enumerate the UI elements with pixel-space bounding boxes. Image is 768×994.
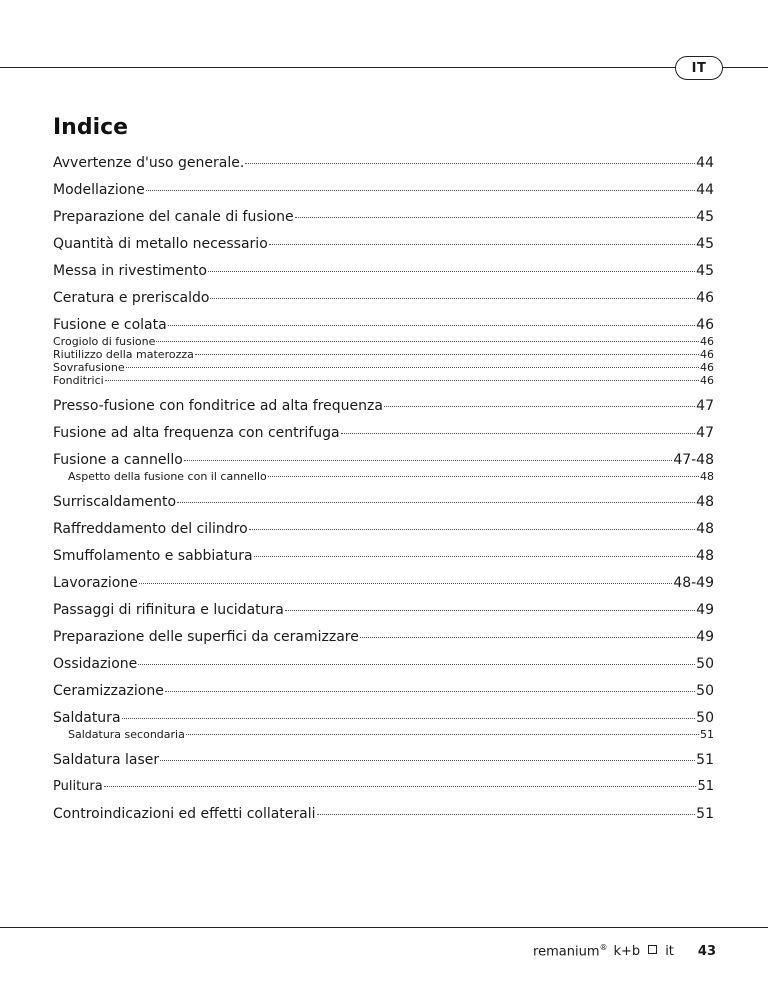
toc-entry-label: Presso-fusione con fonditrice ad alta frequenza (53, 398, 383, 414)
toc-entry[interactable] (53, 779, 714, 795)
toc-entry[interactable] (53, 335, 714, 348)
toc-entry-page: 46 (700, 335, 714, 348)
toc-entry-label: Ossidazione (53, 656, 138, 672)
toc-entry-page: 46 (700, 361, 714, 374)
toc-entry[interactable] (53, 452, 714, 468)
dot-leader (160, 760, 695, 761)
toc-entry-label: Riutilizzo della materozza (53, 348, 194, 361)
toc-entry-page: 51 (696, 752, 714, 768)
toc-entry[interactable] (53, 683, 714, 699)
toc-entry-label: Ceramizzazione (53, 683, 164, 699)
dot-leader (269, 244, 695, 245)
toc-entry-label: Fusione e colata (53, 317, 167, 333)
toc-entry-label: Fusione a cannello (53, 452, 183, 468)
footer-brand-name: remanium (533, 944, 600, 960)
dot-leader (208, 271, 695, 272)
toc-entry[interactable] (53, 348, 714, 361)
toc-entry[interactable] (53, 806, 714, 822)
dot-leader (168, 325, 695, 326)
toc-entry[interactable] (53, 374, 714, 387)
toc-entry-page: 51 (696, 806, 714, 822)
toc-entry[interactable] (53, 548, 714, 564)
toc-entry-page: 45 (696, 236, 714, 252)
dot-leader (122, 718, 696, 719)
toc-entry-page: 46 (700, 348, 714, 361)
dot-leader (146, 190, 695, 191)
toc-entry[interactable] (53, 494, 714, 510)
toc-entry-label: Sovrafusione (53, 361, 125, 374)
toc-entry-page: 50 (696, 710, 714, 726)
dot-leader (138, 664, 695, 665)
header-rule (0, 67, 768, 68)
registered-mark: ® (599, 943, 608, 952)
dot-leader (165, 691, 695, 692)
dot-leader (268, 476, 699, 477)
toc-entry-page: 44 (696, 155, 714, 171)
toc-entry[interactable] (53, 236, 714, 252)
toc-entry-label: Smuffolamento e sabbiatura (53, 548, 253, 564)
dot-leader (156, 341, 699, 342)
dot-leader (254, 556, 696, 557)
toc-entry[interactable] (53, 656, 714, 672)
dot-leader (295, 217, 696, 218)
toc-entry-page: 45 (696, 209, 714, 225)
toc-entry-page: 51 (697, 779, 714, 794)
toc-entry-label: Fonditrici (53, 374, 104, 387)
toc-entry-page: 47-48 (673, 452, 714, 468)
toc-entry-page: 46 (700, 374, 714, 387)
toc-entry-page: 50 (696, 656, 714, 672)
dot-leader (210, 298, 695, 299)
toc-entry-page: 49 (696, 629, 714, 645)
dot-leader (384, 406, 695, 407)
page-number: 43 (697, 944, 716, 960)
toc-entry-page: 50 (696, 683, 714, 699)
toc-entry[interactable] (53, 752, 714, 768)
square-bullet-icon (648, 945, 657, 954)
language-badge: IT (675, 56, 723, 80)
toc-entry[interactable] (53, 629, 714, 645)
page-title: Indice (53, 115, 129, 140)
toc-entry-page: 48 (696, 521, 714, 537)
toc-entry-label: Preparazione delle superfici da ceramizzare (53, 629, 359, 645)
dot-leader (126, 367, 699, 368)
dot-leader (245, 163, 695, 164)
toc-entry-label: Passaggi di rifinitura e lucidatura (53, 602, 284, 618)
dot-leader (186, 734, 699, 735)
dot-leader (360, 637, 695, 638)
toc-entry-label: Saldatura (53, 710, 121, 726)
toc-entry[interactable] (53, 470, 714, 483)
toc-entry-label: Modellazione (53, 182, 145, 198)
toc-entry-label: Saldatura secondaria (68, 728, 185, 741)
toc-entry[interactable] (53, 728, 714, 741)
dot-leader (317, 814, 696, 815)
toc-entry-page: 46 (696, 317, 714, 333)
toc-entry[interactable] (53, 575, 714, 591)
page-footer (533, 943, 716, 959)
footer-brand (533, 943, 607, 959)
toc-entry-label: Crogiolo di fusione (53, 335, 156, 348)
footer-rule (0, 927, 768, 928)
toc-entry[interactable] (53, 361, 714, 374)
dot-leader (285, 610, 695, 611)
dot-leader (104, 786, 697, 787)
dot-leader (105, 380, 699, 381)
toc-entry[interactable] (53, 209, 714, 225)
toc-entry-label: Ceratura e preriscaldo (53, 290, 210, 306)
toc-entry[interactable] (53, 425, 714, 441)
toc-entry[interactable] (53, 317, 714, 333)
toc-entry[interactable] (53, 290, 714, 306)
toc-entry-page: 47 (696, 425, 714, 441)
toc-entry-label: Controindicazioni ed effetti collaterali (53, 806, 316, 822)
toc-entry-label: Raffreddamento del cilindro (53, 521, 248, 537)
toc-entry-page: 45 (696, 263, 714, 279)
dot-leader (195, 354, 699, 355)
dot-leader (249, 529, 696, 530)
toc-entry-page: 48 (700, 470, 714, 483)
toc-entry-label: Aspetto della fusione con il cannello (68, 470, 267, 483)
toc-entry-page: 44 (696, 182, 714, 198)
dot-leader (139, 583, 672, 584)
toc-entry[interactable] (53, 521, 714, 537)
toc-entry-label: Preparazione del canale di fusione (53, 209, 294, 225)
toc-entry-page: 51 (700, 728, 714, 741)
toc-entry-label: Lavorazione (53, 575, 138, 591)
dot-leader (177, 502, 695, 503)
footer-product: k+b (613, 944, 641, 960)
toc-entry[interactable] (53, 182, 714, 198)
table-of-contents (53, 144, 714, 822)
dot-leader (184, 460, 672, 461)
toc-entry-label: Saldatura laser (53, 752, 160, 768)
toc-entry[interactable] (53, 602, 714, 618)
toc-entry-page: 49 (696, 602, 714, 618)
toc-entry-page: 48-49 (673, 575, 714, 591)
toc-entry[interactable] (53, 398, 714, 414)
toc-entry[interactable] (53, 710, 714, 726)
toc-entry[interactable] (53, 155, 714, 171)
toc-entry-label: Avvertenze d'uso generale. (53, 155, 245, 171)
toc-entry-label: Surriscaldamento (53, 494, 177, 510)
toc-entry-label: Quantità di metallo necessario (53, 236, 268, 252)
toc-entry-label: Fusione ad alta frequenza con centrifuga (53, 425, 340, 441)
toc-entry-page: 48 (696, 494, 714, 510)
toc-entry-label: Pulitura (53, 779, 103, 794)
toc-entry-page: 46 (696, 290, 714, 306)
dot-leader (341, 433, 696, 434)
toc-entry-page: 47 (696, 398, 714, 414)
toc-entry-label: Messa in rivestimento (53, 263, 207, 279)
toc-entry-page: 48 (696, 548, 714, 564)
footer-lang: it (665, 944, 674, 960)
toc-entry[interactable] (53, 263, 714, 279)
